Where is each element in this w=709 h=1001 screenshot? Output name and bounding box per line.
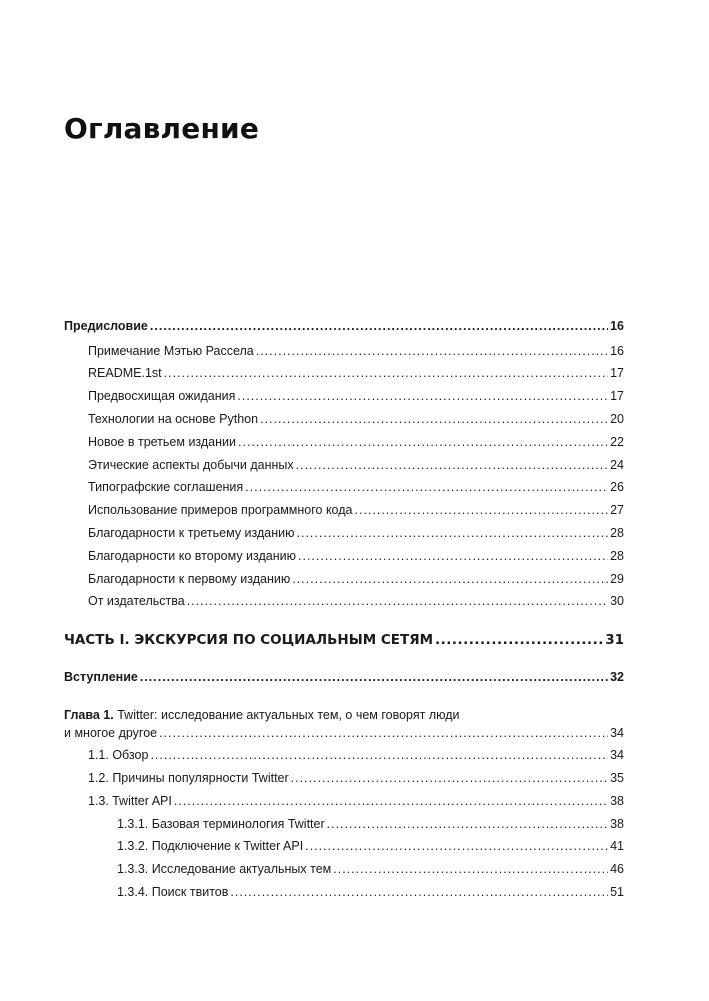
toc-entry-section[interactable]	[88, 791, 624, 811]
dot-leader	[260, 409, 608, 429]
toc-page-number: 32	[610, 670, 624, 684]
toc-label: Благодарности к первому изданию	[88, 572, 291, 586]
toc-label: Новое в третьем издании	[88, 435, 236, 449]
toc-entry-subsection[interactable]	[117, 836, 624, 856]
page-title: Оглавление	[64, 112, 260, 145]
toc-entry[interactable]	[88, 523, 624, 543]
toc-page-number: 24	[610, 458, 624, 472]
dot-leader	[291, 768, 608, 788]
toc-label: 1.3.3. Исследование актуальных тем	[117, 862, 332, 876]
toc-page-number: 34	[610, 726, 624, 740]
dot-leader	[305, 836, 608, 856]
toc-page-number: 27	[610, 503, 624, 517]
toc-entry[interactable]	[88, 341, 624, 361]
toc-label: Предвосхищая ожидания	[88, 389, 236, 403]
toc-label: Примечание Мэтью Рассела	[88, 344, 254, 358]
dot-leader	[237, 386, 608, 406]
toc-entry[interactable]	[88, 591, 624, 611]
toc-label: 1.3.1. Базовая терминология Twitter	[117, 817, 325, 831]
toc-label: Благодарности к третьему изданию	[88, 526, 295, 540]
chapter-title-line2: и многое другое	[64, 726, 158, 740]
dot-leader	[354, 500, 608, 520]
toc-entry-section[interactable]	[88, 768, 624, 788]
toc-label: README.1st	[88, 366, 162, 380]
dot-leader	[230, 882, 608, 902]
toc-label: Вступление	[64, 670, 138, 684]
chapter-title-line1: Twitter: исследование актуальных тем, о чем говорят люди	[117, 708, 460, 722]
dot-leader	[297, 523, 609, 543]
dot-leader	[140, 667, 608, 687]
dot-leader	[298, 546, 608, 566]
toc-entry[interactable]	[88, 569, 624, 589]
toc-entry-part-1[interactable]	[64, 630, 624, 650]
toc-entry[interactable]	[88, 546, 624, 566]
chapter-heading[interactable]	[64, 705, 460, 725]
toc-page-number: 35	[610, 771, 624, 785]
toc-page-number: 29	[610, 572, 624, 586]
dot-leader	[159, 723, 608, 743]
toc-page-number: 38	[610, 817, 624, 831]
toc-label: 1.3.2. Подключение к Twitter API	[117, 839, 304, 853]
toc-page-number: 38	[610, 794, 624, 808]
dot-leader	[292, 569, 608, 589]
toc-entry-subsection[interactable]	[117, 859, 624, 879]
toc-label: От издательства	[88, 594, 185, 608]
toc-entry[interactable]	[88, 477, 624, 497]
toc-label: 1.3.4. Поиск твитов	[117, 885, 229, 899]
toc-page-number: 34	[610, 748, 624, 762]
toc-entry[interactable]	[88, 363, 624, 383]
toc-page-number: 22	[610, 435, 624, 449]
dot-leader	[333, 859, 608, 879]
toc-entry-section[interactable]	[88, 745, 624, 765]
toc-page-number: 17	[610, 366, 624, 380]
toc-page-number: 41	[610, 839, 624, 853]
toc-label: Технологии на основе Python	[88, 412, 259, 426]
toc-entry-subsection[interactable]	[117, 814, 624, 834]
toc-entry-chapter-1[interactable]	[64, 723, 624, 743]
toc-page-number: 30	[610, 594, 624, 608]
toc-page-number: 26	[610, 480, 624, 494]
toc-page-number: 17	[610, 389, 624, 403]
toc-label: Этические аспекты добычи данных	[88, 458, 294, 472]
dot-leader	[150, 745, 608, 765]
toc-label: Использование примеров программного кода	[88, 503, 353, 517]
toc-page-number: 31	[605, 632, 624, 648]
dot-leader	[296, 455, 608, 475]
toc-entry[interactable]	[88, 409, 624, 429]
dot-leader	[174, 791, 608, 811]
toc-label: 1.2. Причины популярности Twitter	[88, 771, 289, 785]
dot-leader	[238, 432, 608, 452]
toc-entry[interactable]	[88, 432, 624, 452]
chapter-number: Глава 1.	[64, 708, 114, 722]
toc-page-number: 20	[610, 412, 624, 426]
dot-leader	[256, 341, 608, 361]
toc-label: Благодарности ко второму изданию	[88, 549, 296, 563]
dot-leader	[187, 591, 608, 611]
toc-page-number: 16	[610, 344, 624, 358]
toc-entry[interactable]	[88, 500, 624, 520]
toc-label: 1.3. Twitter API	[88, 794, 172, 808]
toc-page-number: 28	[610, 526, 624, 540]
toc-page-number: 46	[610, 862, 624, 876]
dot-leader	[327, 814, 608, 834]
dot-leader	[150, 316, 608, 336]
toc-entry[interactable]	[88, 455, 624, 475]
toc-label: 1.1. Обзор	[88, 748, 149, 762]
toc-label: Типографские соглашения	[88, 480, 244, 494]
dot-leader	[164, 363, 608, 383]
toc-page-number: 28	[610, 549, 624, 563]
toc-entry-subsection[interactable]	[117, 882, 624, 902]
toc-entry-intro[interactable]	[64, 667, 624, 687]
toc-page-number: 16	[610, 319, 624, 333]
toc-label: Предисловие	[64, 319, 148, 333]
dot-leader	[435, 630, 603, 650]
toc-page-number: 51	[610, 885, 624, 899]
toc-label: ЧАСТЬ I. ЭКСКУРСИЯ ПО СОЦИАЛЬНЫМ СЕТЯМ	[64, 632, 434, 648]
dot-leader	[245, 477, 608, 497]
toc-entry-preface[interactable]	[64, 316, 624, 336]
toc-entry[interactable]	[88, 386, 624, 406]
